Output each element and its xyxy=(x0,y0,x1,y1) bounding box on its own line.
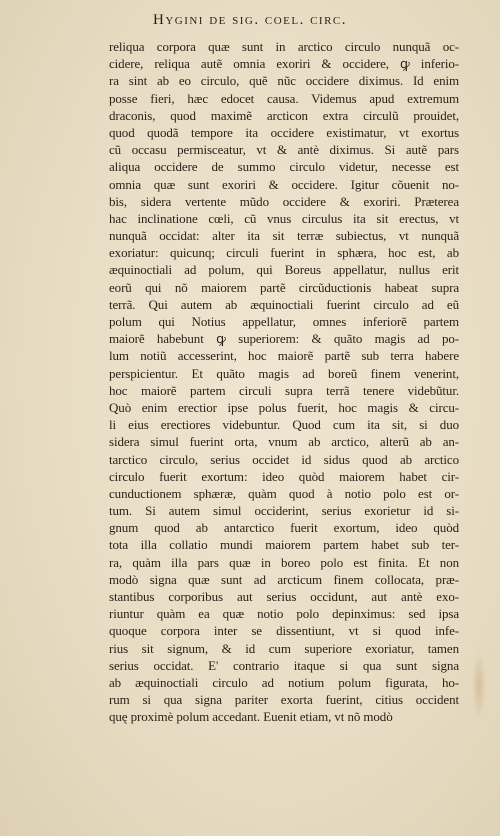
text-line: draconis, quod maximẽ arcticon extra circulũ prouidet, xyxy=(109,107,459,123)
text-line: omnia quæ sunt exoriri & occidere. Igitur cõuenit no- xyxy=(109,176,459,192)
text-line: ra sint ab eo circulo, quẽ nũc occidere diximus. Id enim xyxy=(109,73,459,89)
text-line: tarctico circulo, serius occidet id sidus quod ab arctico xyxy=(109,451,459,467)
text-line: rum si qua signa pariter exorta fuerint, citius occident xyxy=(109,692,459,708)
text-line: modò signa quæ sunt ad arcticum finem collocata, præ- xyxy=(109,571,459,587)
text-line: eorũ qui nõ maiorem partẽ circũductionis habeat supra xyxy=(109,279,459,295)
text-line: tum. Si autem simul occiderint, serius exorietur id si- xyxy=(109,503,459,519)
text-line: aliqua occidere de summo circulo videtur, necesse est xyxy=(109,159,459,175)
text-line: æquinoctiali ad polum, qui Boreus appellatur, nullus erit xyxy=(109,262,459,278)
text-line: hoc maiorẽ partem circuli supra terrã tenere videbũtur. xyxy=(109,382,459,398)
text-line: exoriatur: quicunq; circuli fuerint in sphæra, hoc est, ab xyxy=(109,245,459,261)
text-line: ra, quàm illa pars quæ in boreo polo est finita. Et non xyxy=(109,554,459,570)
text-line: hac inclinatione cœli, cũ vnus circulus ita sit erectus, vt xyxy=(109,210,459,226)
text-line: circulo fuerit exortum: ideo quòd maiorem habet cir- xyxy=(109,468,459,484)
text-line: cũ occasu permisceatur, vt & antè diximus. Si autẽ pars xyxy=(109,142,459,158)
text-line: quoque corpora inter se dissentiunt, vt si quod infe- xyxy=(109,623,459,639)
paper-stain xyxy=(472,650,486,720)
text-line: serius occidat. E' contrario itaque si qua sunt signa xyxy=(109,657,459,673)
text-line: quę proximè polum accedant. Euenit etiam, vt nõ modò xyxy=(109,709,393,725)
text-line: tota illa collatio mundi maiorem partem habet sub ter- xyxy=(109,537,459,553)
text-line: terrã. Qui autem ab æquinoctiali fuerint circulo ad eũ xyxy=(109,296,459,312)
text-line: riuntur quàm ea quæ notio polo depinximus: sed ipsa xyxy=(109,606,459,622)
text-line: maiorẽ habebunt ꝙ superiorem: & quãto magis ad po- xyxy=(109,331,459,347)
text-line: polum qui Notius appellatur, omnes inferiorẽ partem xyxy=(109,314,459,329)
text-line: li eius erectiores videbuntur. Quod cum ita sit, si duo xyxy=(109,417,459,433)
text-line: cidere, reliqua autẽ omnia exoriri & occidere, ꝙ inferio- xyxy=(109,56,459,72)
text-line: Quò enim erectior ipse polus fuerit, hoc magis & circu- xyxy=(109,399,459,415)
text-line: lum notiũ accesserint, hoc maiorẽ partẽ sub terra habere xyxy=(109,348,459,364)
text-line: stantibus corporibus aut serius occidunt, aut antè exo- xyxy=(109,589,459,604)
running-header: Hygini de sig. coel. circ. xyxy=(152,12,348,28)
text-line: perspicientur. Et quãto magis ad boreũ finem venerint, xyxy=(109,365,459,381)
text-line: gnum quod ab antarctico fuerit exortum, ideo quòd xyxy=(109,520,459,536)
text-line: cunductionem sphæræ, quàm quod à notio polo est or- xyxy=(109,485,459,501)
text-line: nunquã occidat: alter ita sit terræ subiectus, vt nunquã xyxy=(109,228,459,244)
text-line: bis, sidera vertente mũdo occidere & exoriri. Præterea xyxy=(109,193,459,209)
text-line: ab æquinoctiali circulo ad notium polum figurata, ho- xyxy=(109,674,459,690)
text-line: posse fieri, hæc edocet causa. Videmus apud extremum xyxy=(109,90,459,106)
text-line: quod quodã tempore ita occidere existimatur, vt exortus xyxy=(109,124,459,140)
text-line: rius sit signum, & id cum superiore exoriatur, tamen xyxy=(109,640,459,656)
body-text xyxy=(109,38,459,726)
text-line: sidera simul fuerint orta, vnum ab arctico, alterũ ab an- xyxy=(109,434,459,450)
text-line: reliqua corpora quæ sunt in arctico circulo nunquã oc- xyxy=(109,39,459,54)
